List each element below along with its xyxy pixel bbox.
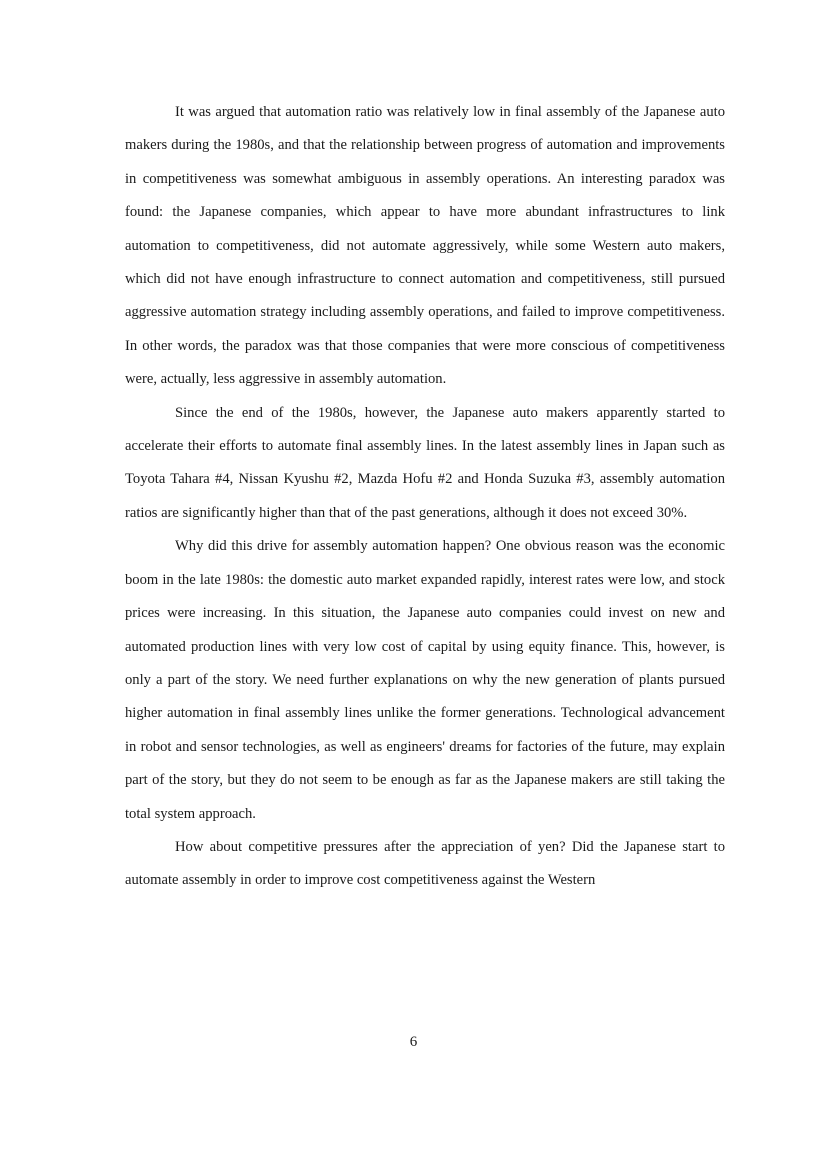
paragraph-3: Why did this drive for assembly automation happen? One obvious reason was the economic boom in the late 1980s: the domestic auto market expanded rapidly, interest rates were low, and stock prices were increasing. In this situation, the Japanese auto companies could invest on new and automated production lines with very low cost of capital by using equity finance. This, however, is only a part of the story. We need further explanations on why the new generation of plants pursued higher automation in final assembly lines unlike the former generations. Technological advancement in robot and sensor technologies, as well as engineers' dreams for factories of the future, may explain part of the story, but they do not seem to be enough as far as the Japanese makers are still taking the total system approach. (125, 538, 725, 822)
paragraph-1: It was argued that automation ratio was relatively low in final assembly of the Japanese auto makers during the 1980s, and that the relationship between progress of automation and improvements in competitiveness was somewhat ambiguous in assembly operations. An interesting paradox was found: the Japanese companies, which appear to have more abundant infrastructures to link automation to competitiveness, did not automate aggressively, while some Western auto makers, which did not have enough infrastructure to connect automation and competitiveness, still pursued aggressive automation strategy including assembly operations, and failed to improve competitiveness. In other words, the paradox was that those companies that were more conscious of competitiveness were, actually, less aggressive in assembly automation. (125, 104, 725, 388)
paragraph-2: Since the end of the 1980s, however, the Japanese auto makers apparently started to accelerate their efforts to automate final assembly lines. In the latest assembly lines in Japan such as Toyota Tahara #4, Nissan Kyushu #2, Mazda Hofu #2 and Honda Suzuka #3, assembly automation ratios are significantly higher than that of the past generations, although it does not exceed 30%. (125, 404, 725, 521)
page-number: 6 (409, 1034, 418, 1050)
body-text (125, 96, 725, 898)
paragraph-4: How about competitive pressures after the appreciation of yen? Did the Japanese start to automate assembly in order to improve cost competitiveness against the Western (125, 838, 725, 889)
